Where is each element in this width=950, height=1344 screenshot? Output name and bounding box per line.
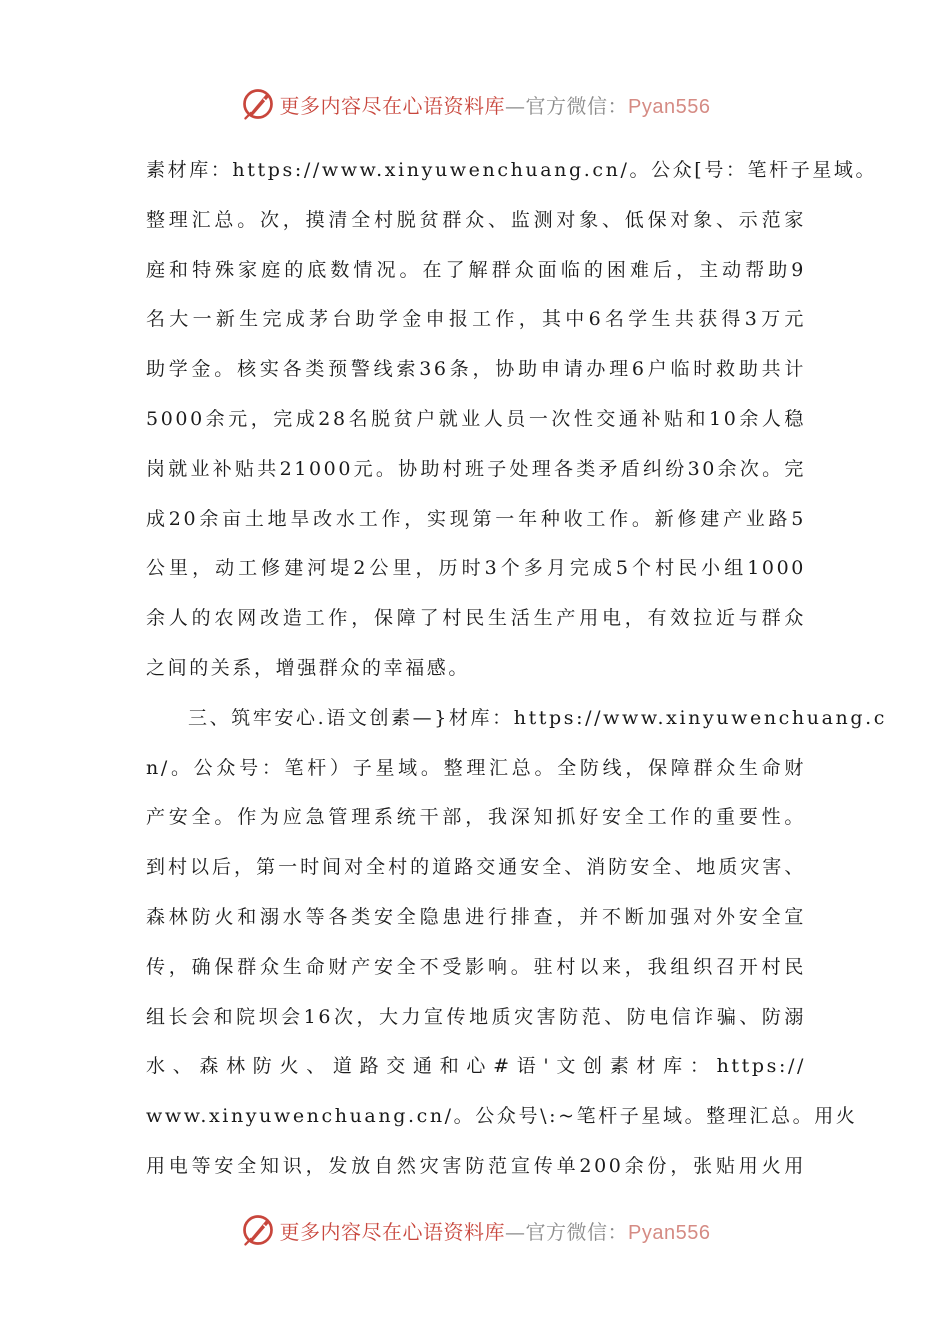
body-line: 三、筑牢安心.语文创素—}材库：https://www.xinyuwenchuang.c xyxy=(188,706,887,729)
body-line: n/。公众号：笔杆）子星域。整理汇总。全防线，保障群众生命财 xyxy=(146,756,806,779)
header-text-part2: —官方微信： xyxy=(505,93,629,118)
body-line: 余人的农网改造工作，保障了村民生活生产用电，有效拉近与群众 xyxy=(146,607,806,630)
body-line: 成20余亩土地旱改水工作，实现第一年种收工作。新修建产业路5 xyxy=(146,507,806,530)
body-line: 之间的关系，增强群众的幸福感。 xyxy=(146,656,471,679)
quill-logo-icon xyxy=(240,1212,276,1248)
body-line: 庭和特殊家庭的底数情况。在了解群众面临的困难后，主动帮助9 xyxy=(146,258,806,281)
body-line: 产安全。作为应急管理系统干部，我深知抓好安全工作的重要性。 xyxy=(146,806,806,829)
quill-logo-icon xyxy=(240,86,276,122)
body-line: 到村以后，第一时间对全村的道路交通安全、消防安全、地质灾害、 xyxy=(146,856,806,879)
header-text-part3: Pyan556 xyxy=(628,95,711,118)
body-line: 素材库：https://www.xinyuwenchuang.cn/。公众[号：笔杆子星域。 xyxy=(146,159,878,181)
body-line: 组长会和院坝会16次，大力宣传地质灾害防范、防电信诈骗、防溺 xyxy=(146,1005,806,1028)
body-line: 用电等安全知识，发放自然灾害防范宣传单200余份，张贴用火用 xyxy=(146,1154,806,1177)
header-text xyxy=(280,90,711,119)
header-banner xyxy=(0,82,950,126)
body-line: 水、森林防火、道路交通和心#语'文创素材库：https:// xyxy=(146,1055,806,1078)
body-line: 传，确保群众生命财产安全不受影响。驻村以来，我组织召开村民 xyxy=(146,955,806,978)
footer-text xyxy=(280,1216,711,1245)
body-line: www.xinyuwenchuang.cn/。公众号\:~笔杆子星域。整理汇总。用火 xyxy=(146,1105,858,1128)
footer-text-part2: —官方微信： xyxy=(505,1219,629,1244)
body-line: 森林防火和溺水等各类安全隐患进行排查，并不断加强对外安全宣 xyxy=(146,905,806,928)
body-line: 岗就业补贴共21000元。协助村班子处理各类矛盾纠纷30余次。完 xyxy=(146,457,806,480)
header-text-part1: 更多内容尽在心语资料库 xyxy=(279,93,506,118)
body-line: 名大一新生完成茅台助学金申报工作，其中6名学生共获得3万元 xyxy=(146,308,806,331)
body-line: 助学金。核实各类预警线索36条，协助申请办理6户临时救助共计 xyxy=(146,358,806,381)
footer-text-part3: Pyan556 xyxy=(628,1221,711,1244)
body-line: 公里，动工修建河堤2公里，历时3个多月完成5个村民小组1000 xyxy=(146,557,806,580)
body-line: 5000余元，完成28名脱贫户就业人员一次性交通补贴和10余人稳 xyxy=(146,407,806,430)
body-text xyxy=(146,146,887,1192)
footer-text-part1: 更多内容尽在心语资料库 xyxy=(279,1219,506,1244)
body-line: 整理汇总。次，摸清全村脱贫群众、监测对象、低保对象、示范家 xyxy=(146,208,806,231)
footer-banner xyxy=(0,1208,950,1252)
